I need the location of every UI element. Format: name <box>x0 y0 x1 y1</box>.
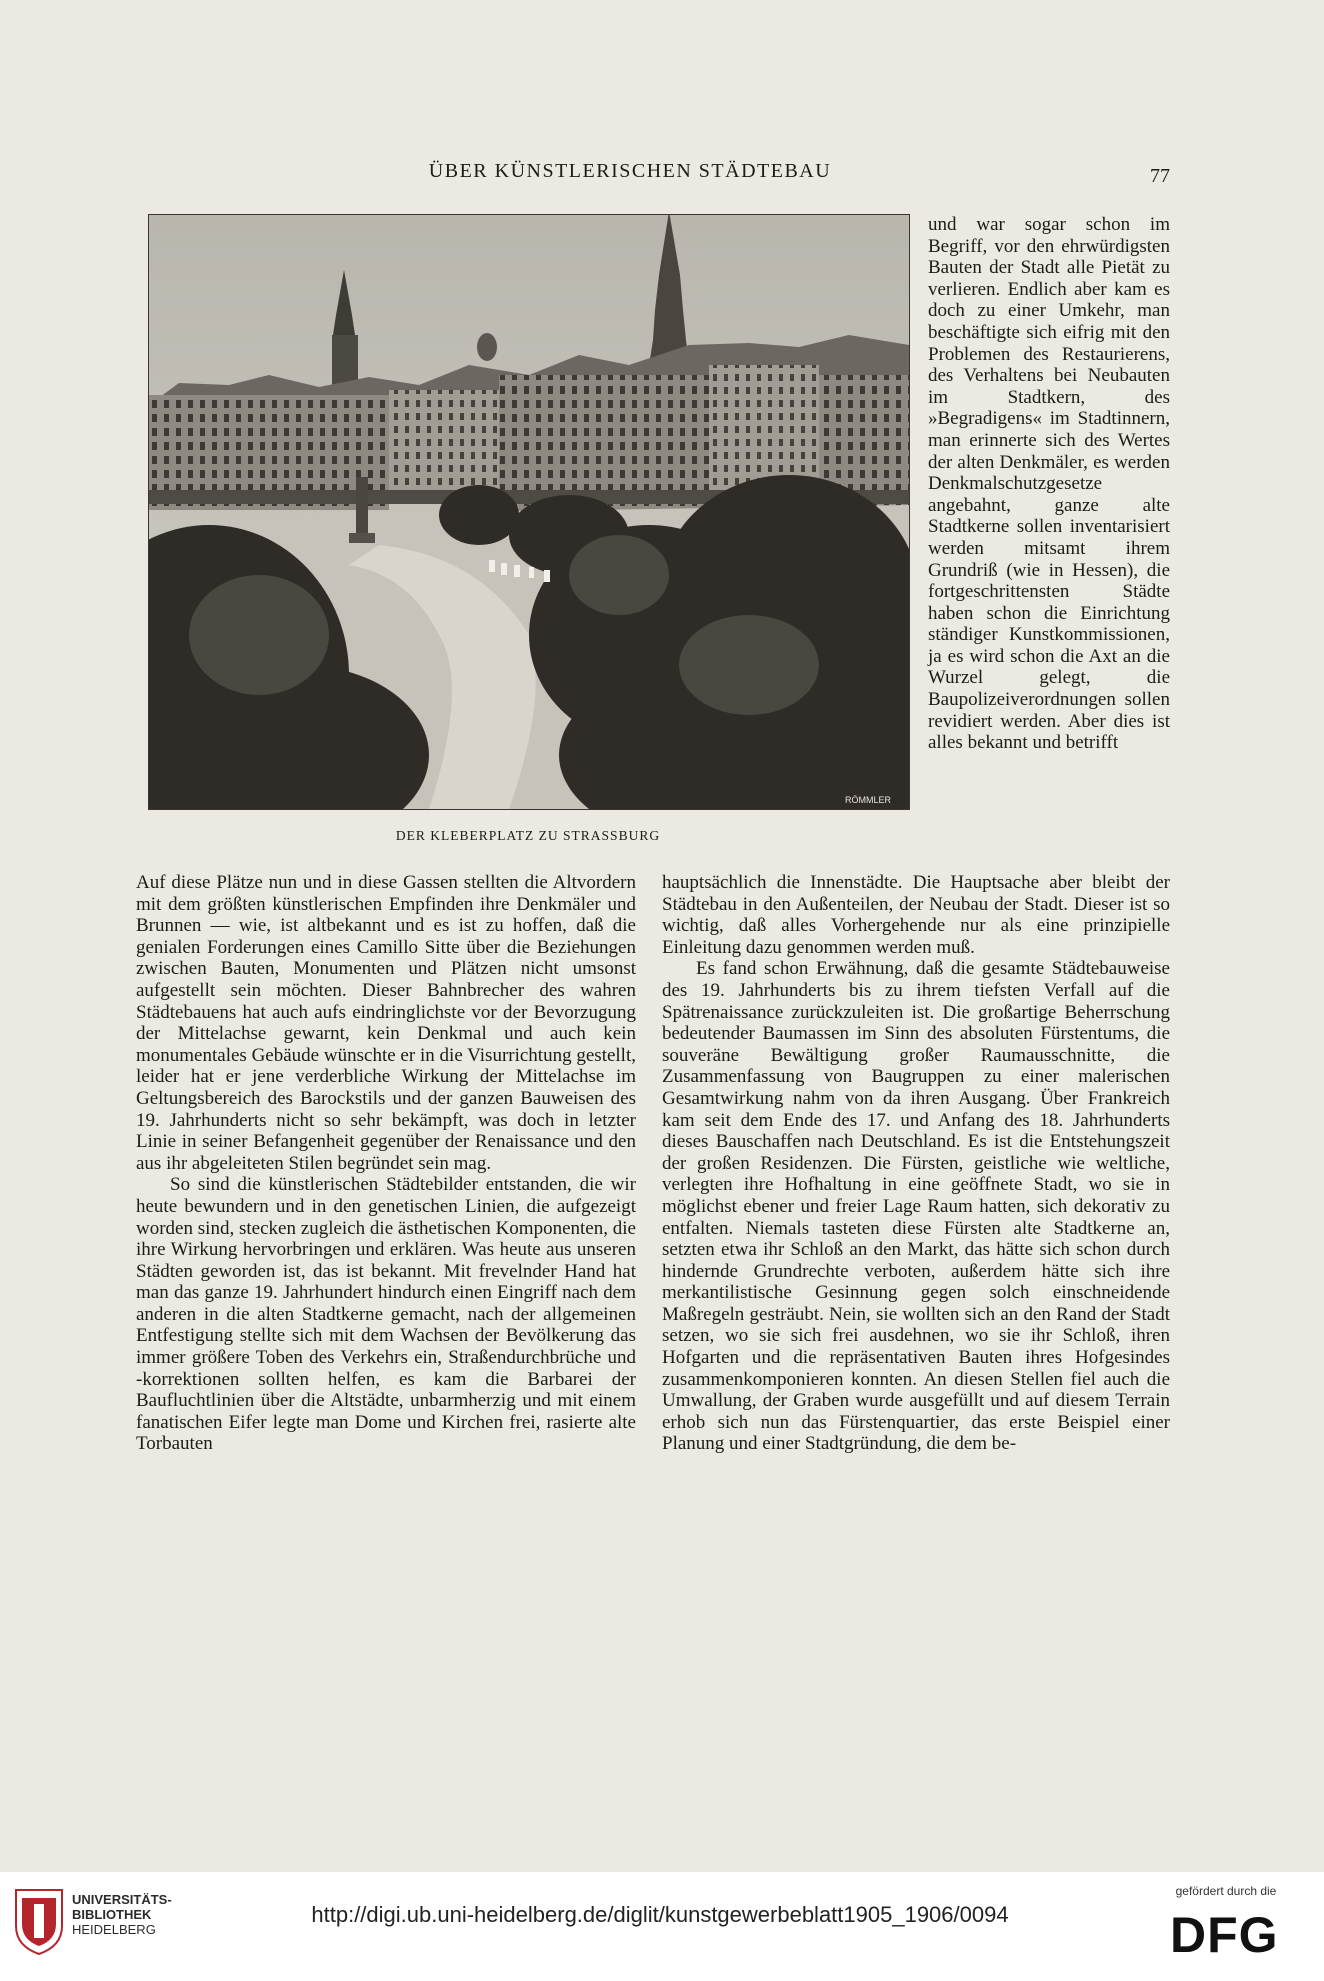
right-paragraph-2: Es fand schon Erwähnung, daß die gesamte Städtebauweise des 19. Jahrhunderts bis zu ihrem tiefsten Verfall auf die Spätrenaissance zurückzuleiten ist. Die großartige Beherrschung bedeutender Baumassen im Sinn des absoluten Fürstentums, die souveräne Bewältigung großer Raumausschnitte, die Zusammenfassung von Baugruppen zu einer malerischen Gesamtwirkung nahm von da ihren Ausgang. Über Frankreich kam seit dem Ende des 17. und Anfang des 18. Jahrhunderts dieses Bauschaffen nach Deutschland. Es ist die Entstehungszeit der großen Residenzen. Die Fürsten, geistliche wie weltliche, verlegten ihre Hofhaltung in eine geöffnete Stadt, wo sie in möglichst ebener und freier Lage Raum hatten, sich dekorativ zu entfalten. Niemals tasteten diese Fürsten alte Stadtkerne an, setzten etwa ihr Schloß an den Markt, das hätte sich schon durch hindernde Grundrechte verboten, außerdem hätte sich ihre merkantilistische Gesinnung gegen solch einschneidende Maßregeln gesträubt. Nein, sie wollten sich an den Rand der Stadt setzen, wo sie sich frei ausdehnen, wo sie ihr Schloß, ihren Hofgarten und die repräsentativen Bauten ihres Hofgesindes zusammenkomponieren konnten. An diesen Stellen fiel auch die Umwallung, der Graben wurde ausgefüllt und auf diesem Terrain erhob sich nun das Fürstenquartier, das erste Beispiel einer Planung und einer Stadtgründung, die dem be- <box>662 958 1170 1455</box>
text-beside-figure <box>928 214 1170 754</box>
right-paragraph-1: hauptsächlich die Innenstädte. Die Hauptsache aber bleibt der Städtebau in den Außenteilen, der Neubau der Stadt. Dieser ist so wichtig, daß alles Vorhergehende nur als eine prinzipielle Einleitung dazu genommen werden muß. <box>662 872 1170 958</box>
logo-line-1: UNIVERSITÄTS- <box>72 1892 172 1907</box>
page-number: 77 <box>1150 165 1170 187</box>
left-column <box>136 872 636 1455</box>
wrap-paragraph: und war sogar schon im Begriff, vor den ehrwürdigsten Bauten der Stadt alle Pietät zu verlieren. Endlich aber kam es doch zu einer Umkehr, man beschäftigte sich eifrig mit den Problemen des Restaurierens, des Verhaltens bei Neubauten im Stadtkern, des »Begradigens« im Stadtinnern, man erinnerte sich des Wertes der alten Denkmäler, es werden Denkmalschutzgesetze angebahnt, ganze alte Stadtkerne sollen inventarisiert werden mitsamt ihrem Grundriß (wie in Hessen), die fortgeschrittensten Städte haben schon die Einrichtung ständiger Kunstkommissionen, ja es wird schon die Axt an die Wurzel gelegt, die Baupolizeiverordnungen sollen revidiert werden. Aber dies ist alles bekannt und betrifft <box>928 214 1170 754</box>
kleberplatz-photo <box>148 214 910 810</box>
running-head: ÜBER KÜNSTLERISCHEN STÄDTEBAU <box>428 160 832 182</box>
university-seal-icon <box>12 1886 66 1956</box>
logo-line-3: HEIDELBERG <box>72 1922 156 1937</box>
dfg-logo[interactable]: DFG <box>1170 1907 1279 1963</box>
logo-line-2: BIBLIOTHEK <box>72 1907 152 1922</box>
figure-caption: DER KLEBERPLATZ ZU STRASSBURG <box>395 828 661 843</box>
statue <box>356 477 368 537</box>
funded-by-label: gefördert durch die <box>1175 1884 1277 1898</box>
left-paragraph-1: Auf diese Plätze nun und in diese Gassen stellten die Altvordern mit dem größten künstlerischen Empfinden ihre Denkmäler und Brunnen — wie, ist altbekannt und es ist zu hoffen, daß die genialen Forderungen eines Camillo Sitte über die Beziehungen zwischen Bauten, Monumenten und Plätzen nicht umsonst aufgestellt sein möchten. Dieser Bahnbrecher des wahren Städtebauens hat auch aufs eindringlichste vor der Bevorzugung der Mittelachse gewarnt, kein Denkmal und auch kein monumentales Gebäude wünschte er in die Visurrichtung gestellt, leider hat er jene verderbliche Wirkung der Mittelachse im Geltungsbereich des Barockstils und der ganzen Bauweisen des 19. Jahrhunderts nicht so sehr bekämpft, was doch in letzter Linie in seiner Befangenheit gegenüber der Renaissance und den aus ihr abgeleiteten Stilen begründet sein mag. <box>136 872 636 1174</box>
left-paragraph-2: So sind die künstlerischen Städtebilder entstanden, die wir heute bewundern und in den genetischen Linien, die aufgezeigt worden sind, stecken zugleich die ästhetischen Komponenten, die ihre Wirkung hervorbringen und erklären. Was heute aus unseren Städten geworden ist, das ist bekannt. Mit frevelnder Hand hat man das ganze 19. Jahrhundert hindurch einen Eingriff nach dem anderen in die alten Stadtkerne gemacht, nach der allgemeinen Entfestigung stellte sich mit dem Wachsen der Bevölkerung das immer größere Toben des Verkehrs ein, Straßendurchbrüche und -korrektionen sollten helfen, es kam die Barbarei der Baufluchtlinien über die Altstädte, unbarmherzig und mit einem fanatischen Eifer legte man Dome und Kirchen frei, rasierte alte Torbauten <box>136 1174 636 1455</box>
right-column <box>662 872 1170 1455</box>
library-logo-text[interactable] <box>72 1892 172 1937</box>
photo-credit: RÖMMLER <box>844 795 891 805</box>
viewer-footer <box>0 1872 1324 1981</box>
permalink-url[interactable]: http://digi.ub.uni-heidelberg.de/diglit/kunstgewerbeblatt1905_1906/0094 <box>311 1902 1009 1927</box>
